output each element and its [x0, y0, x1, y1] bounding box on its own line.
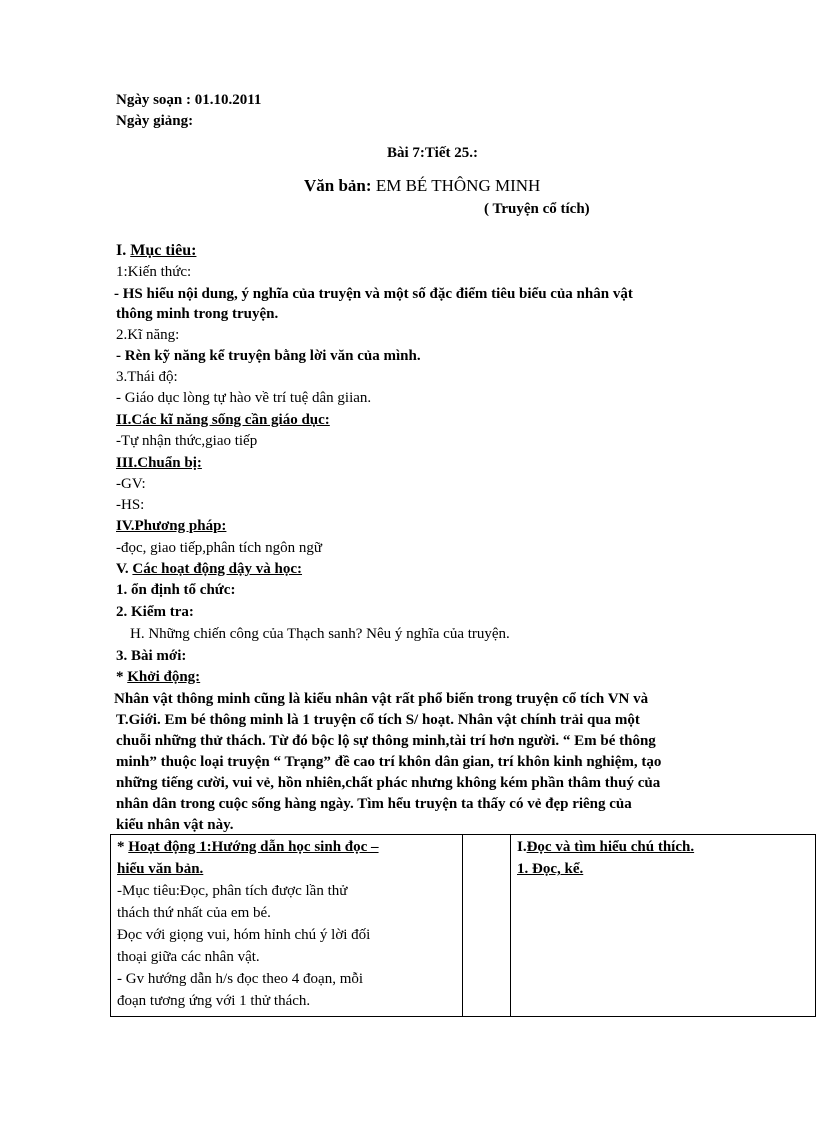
- lesson-name: EM BÉ THÔNG MINH: [375, 176, 541, 195]
- bullet-star: *: [116, 669, 124, 685]
- intro-line: những tiếng cười, vui vẻ, hồn nhiên,chất phác nhưng không kém phần thâm thuý của: [116, 775, 661, 791]
- lesson-label: Văn bản:: [304, 176, 372, 195]
- table-cell-right: [511, 835, 816, 1017]
- activity-heading: [117, 836, 456, 858]
- kien-thuc-line-1: - HS hiểu nội dung, ý nghĩa của truyện và một số đặc điểm tiêu biểu của nhân vật: [114, 286, 633, 302]
- chuan-bi-hs: -HS:: [116, 497, 145, 513]
- table-cell-middle: [463, 835, 511, 1017]
- intro-line: T.Giới. Em bé thông minh là 1 truyện cổ tích S/ hoạt. Nhân vật chính trải qua một: [116, 712, 640, 728]
- activity-line: -Mục tiêu:Đọc, phân tích được lần thử: [117, 883, 348, 899]
- ki-nang-song-line: -Tự nhận thức,giao tiếp: [116, 433, 258, 449]
- lesson-genre: ( Truyện cổ tích): [484, 201, 590, 217]
- section-phuong-phap: IV.Phương pháp:: [116, 518, 227, 534]
- lesson-title: [304, 176, 540, 196]
- right-heading-text: Đọc và tìm hiểu chú thích.: [526, 839, 695, 855]
- activity-heading-line-2: hiểu văn bản.: [117, 861, 204, 877]
- ki-nang-line: - Rèn kỹ năng kể truyện bằng lời văn của mình.: [116, 348, 421, 364]
- section-ki-nang-song: II.Các kĩ năng sống cần giáo dục:: [116, 412, 330, 428]
- thai-do-line: - Giáo dục lòng tự hào về trí tuệ dân giian.: [116, 390, 372, 406]
- section-number: I.: [517, 839, 527, 855]
- lesson-number: Bài 7:Tiết 25.:: [387, 145, 478, 161]
- intro-line: Nhân vật thông minh cũng là kiểu nhân vật rất phổ biến trong truyện cổ tích VN và: [114, 691, 649, 707]
- activity-line: đoạn tương ứng với 1 thử thách.: [117, 993, 311, 1009]
- section-title: Các hoạt động dậy và học:: [132, 561, 303, 577]
- section-number: V.: [116, 561, 129, 577]
- ngay-giang: Ngày giảng:: [116, 113, 194, 129]
- activity-heading-line-1: Hoạt động 1:Hướng dẫn học sinh đọc –: [128, 839, 379, 855]
- kiem-tra-question: H. Những chiến công của Thạch sanh? Nêu ý nghĩa của truyện.: [130, 626, 510, 642]
- kien-thuc-label: 1:Kiến thức:: [116, 264, 192, 280]
- khoi-dong-title: Khởi động:: [127, 669, 201, 685]
- activity-line: - Gv hướng dẫn h/s đọc theo 4 đoạn, mỗi: [117, 971, 364, 987]
- intro-line: minh” thuộc loại truyện “ Trạng” đề cao trí khôn dân gian, trí khôn kinh nghiệm, tạo: [116, 754, 662, 770]
- section-muc-tieu: [116, 241, 196, 261]
- intro-line: chuỗi những thử thách. Từ đó bộc lộ sự thông minh,tài trí hơn người. “ Em bé thông: [116, 733, 656, 749]
- activity-line: Đọc với giọng vui, hóm hỉnh chú ý lời đối: [117, 927, 371, 943]
- thai-do-label: 3.Thái độ:: [116, 369, 178, 385]
- phuong-phap-line: -đọc, giao tiếp,phân tích ngôn ngữ: [116, 540, 323, 556]
- activity-line: thách thứ nhất của em bé.: [117, 905, 271, 921]
- bai-moi: 3. Bài mới:: [116, 648, 187, 664]
- section-title: Mục tiêu:: [130, 242, 197, 259]
- activity-table: [110, 834, 816, 1017]
- section-number: I.: [116, 242, 127, 259]
- ki-nang-label: 2.Kĩ năng:: [116, 327, 180, 343]
- on-dinh: 1. ổn định tổ chức:: [116, 582, 236, 598]
- section-hoat-dong: [116, 559, 302, 579]
- intro-line: kiểu nhân vật này.: [116, 817, 234, 833]
- bullet-star: *: [117, 839, 125, 855]
- right-heading: [517, 836, 809, 858]
- kiem-tra: 2. Kiểm tra:: [116, 604, 194, 620]
- ngay-soan: Ngày soạn : 01.10.2011: [116, 92, 262, 108]
- activity-line: thoại giữa các nhân vật.: [117, 949, 260, 965]
- right-subheading: 1. Đọc, kể.: [517, 861, 584, 877]
- khoi-dong: [116, 667, 200, 687]
- table-row: [111, 835, 816, 1017]
- chuan-bi-gv: -GV:: [116, 476, 146, 492]
- intro-line: nhân dân trong cuộc sống hàng ngày. Tìm hểu truyện ta thấy có vẻ đẹp riêng của: [116, 796, 632, 812]
- kien-thuc-line-2: thông minh trong truyện.: [116, 306, 279, 322]
- table-cell-left: [111, 835, 463, 1017]
- section-chuan-bi: III.Chuẩn bị:: [116, 455, 202, 471]
